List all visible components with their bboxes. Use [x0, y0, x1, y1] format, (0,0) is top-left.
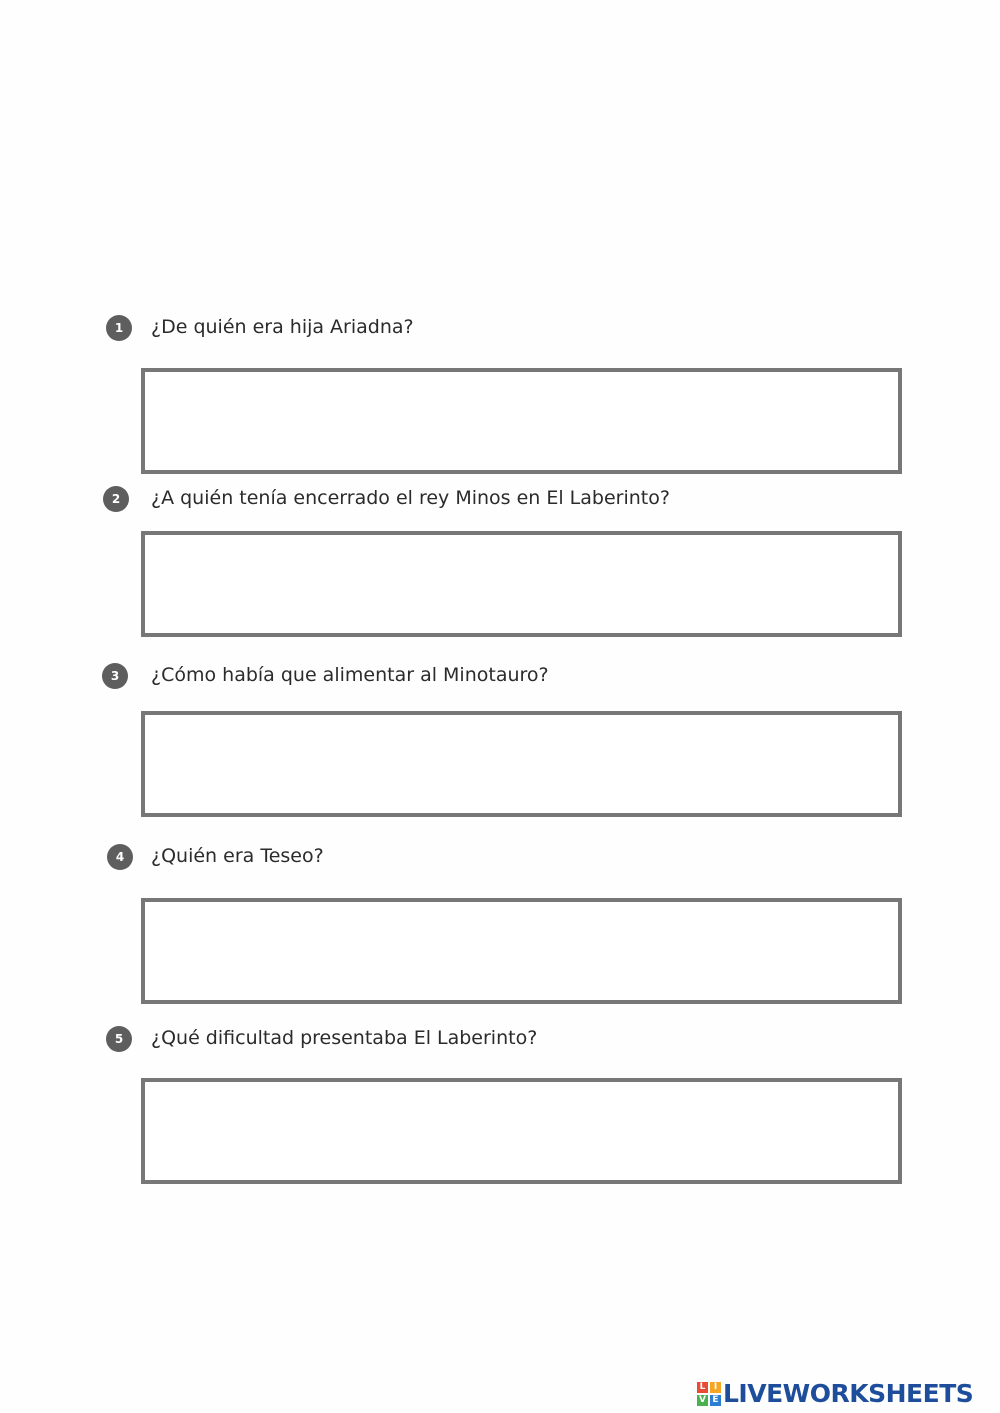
question-text: ¿A quién tenía encerrado el rey Minos en El Laberinto? [151, 487, 670, 509]
question-text: ¿Cómo había que alimentar al Minotauro? [151, 664, 549, 686]
question-number-badge: 2 [103, 486, 129, 512]
brand-wordmark: LIVEWORKSHEETS [723, 1379, 974, 1408]
liveworksheets-brand [697, 1379, 973, 1409]
liveworksheets-logo-icon [697, 1382, 721, 1406]
question-text: ¿Quién era Teseo? [151, 845, 324, 867]
logo-letter: L [697, 1382, 708, 1393]
question-number-badge: 3 [102, 663, 128, 689]
answer-box[interactable] [141, 711, 902, 817]
answer-box[interactable] [141, 531, 902, 637]
logo-letter: E [710, 1395, 721, 1406]
logo-letter: I [710, 1382, 721, 1393]
question-number-badge: 5 [106, 1026, 132, 1052]
logo-letter: V [697, 1395, 708, 1406]
question-text: ¿Qué dificultad presentaba El Laberinto? [151, 1027, 538, 1049]
answer-box[interactable] [141, 898, 902, 1004]
answer-box[interactable] [141, 368, 902, 474]
question-text: ¿De quién era hija Ariadna? [151, 316, 414, 338]
question-number-badge: 4 [107, 844, 133, 870]
answer-box[interactable] [141, 1078, 902, 1184]
question-number-badge: 1 [106, 315, 132, 341]
